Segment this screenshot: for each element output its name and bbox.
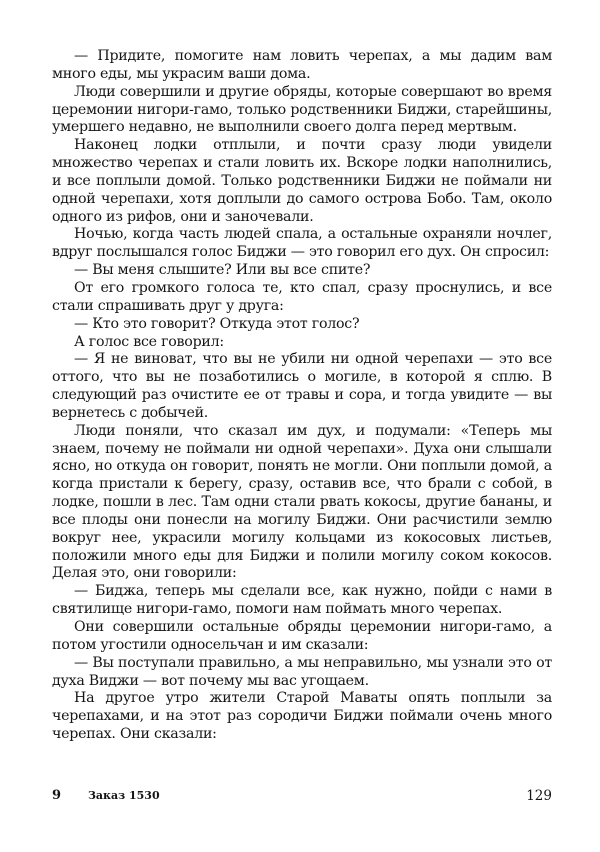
paragraph: — Вы меня слышите? Или вы все спите? [74, 262, 371, 279]
paragraph: — Биджа, теперь мы сделали все, как нужно, пойди с нами в святилище нигори-гамо, помоги нам поймать много черепах. [52, 583, 552, 618]
paragraph: Они совершили остальные обряды церемонии нигори-гамо, а потом угостили односельчан и им сказали: [52, 619, 552, 653]
paragraph: — Я не виноват, что вы не убили ни одной черепахи — это все оттого, что вы не позаботились о могиле, в которой я сплю. В следующий раз очистите ее от травы и сора, и тогда увидите — вы вернетесь с добычей. [52, 351, 552, 421]
page-footer [52, 788, 552, 808]
page-body [52, 48, 552, 744]
paragraph: Люди совершили и другие обряды, которые совершают во время церемонии нигори-гамо, только родственники Биджи, старейшины, умершего недавно, не выполнили своего долга перед мертвым. [52, 83, 552, 136]
print-order-number: Заказ 1530 [88, 789, 160, 802]
paragraph: На другое утро жители Старой Маваты опять поплыли за черепахами, и на этот раз сородичи Биджи поймали очень много черепах. Они сказали: [52, 690, 552, 743]
paragraph: — Кто это говорит? Откуда этот голос? [74, 315, 360, 332]
paragraph: А голос все говорил: [74, 333, 224, 350]
signature-mark: 9 [52, 788, 62, 803]
paragraph: Наконец лодки отплыли, и почти сразу люди увидели множество черепах и стали ловить их. Вскоре лодки наполнились, и все поплыли домой. Только родственники Биджи не поймали ни одной черепахи, хотя доплыли до самого острова Бобо. Там, около одного из рифов, они и заночевали. [52, 137, 552, 225]
paragraph: Ночью, когда часть людей спала, а остальные охраняли ночлег, вдруг послышался голос Биджи — это говорил его дух. Он спросил: [52, 226, 552, 261]
page-number: 129 [526, 788, 552, 804]
paragraph: — Придите, помогите нам ловить черепах, а мы дадим вам много еды, мы украсим ваши дома. [52, 48, 552, 82]
paragraph: Люди поняли, что сказал им дух, и подумали: «Теперь мы знаем, почему не поймали ни одной черепахи». Духа они слышали ясно, но откуда он говорит, понять не могли. Они поплыли домой, а когда пристали к берегу, сразу, оставив все, что брали с собой, в лодке, пошли в лес. Там одни стали рвать кокосы, другие бананы, и все плоды они понесли на могилу Биджи. Они расчистили землю вокруг нее, украсили могилу кольцами из кокосовых листьев, положили много еды для Биджи и полили могилу соком кокосов. Делая это, они говорили: [52, 422, 552, 582]
paragraph: От его громкого голоса те, кто спал, сразу проснулись, и все стали спрашивать друг у друга: [52, 279, 552, 314]
paragraph: — Вы поступали правильно, а мы неправильно, мы узнали это от духа Виджи — вот почему мы вас угощаем. [52, 654, 552, 689]
